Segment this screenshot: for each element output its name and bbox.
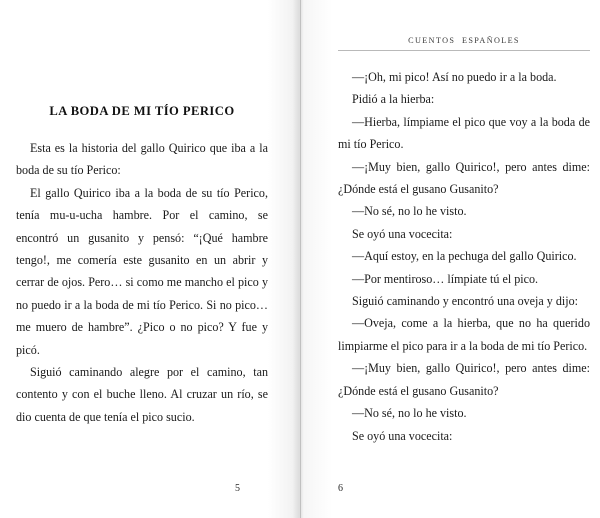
paragraph: —¡Oh, mi pico! Así no puedo ir a la boda. [352,70,557,84]
paragraph: El gallo Quirico iba a la boda de su tío Perico, tenía mu-u-ucha hambre. Por el camino, se encontró un gusanito y pensó: “¡Qué hambre tengo!, me comería este gusanito en un abrir y cerrar de ojos. Pero… si como me mancho el pico y no puedo ir a la boda de mi tío Perico. Si no pico… me muero de hambre”. ¿Pico o no pico? Y fue y picó. [16,185,268,357]
page-number-verso: 5 [235,483,240,494]
paragraph: —Por mentiroso… límpiate tú el pico. [352,271,539,286]
paragraph: —¡Muy bien, gallo Quirico!, pero antes dime: ¿Dónde está el gusano Gusanito? [338,159,590,197]
paragraph: Se oyó una vocecita: [352,428,453,443]
recto-body-text [338,58,590,447]
paragraph: —No sé, no lo he visto. [352,406,467,421]
chapter-title: LA BODA DE MI TÍO PERICO [49,104,235,118]
paragraph: Se oyó una vocecita: [352,226,453,241]
paragraph: —¡Muy bien, gallo Quirico!, pero antes dime: ¿Dónde está el gusano Gusanito? [338,361,590,398]
page-number-recto: 6 [338,483,343,494]
verso-body-text [16,119,268,428]
paragraph: Pidió a la hierba: [352,92,435,107]
running-head-label: CUENTOS ESPAÑOLES [408,36,520,45]
paragraph: —Aquí estoy, en la pechuga del gallo Quirico. [352,249,577,264]
running-head [338,36,590,58]
paragraph: —Oveja, come a la hierba, que no ha querido limpiarme el pico para ir a la boda de mi tío Perico. [338,316,590,353]
paragraph: —No sé, no lo he visto. [352,204,467,219]
paragraph: —Hierba, límpiame el pico que voy a la boda de mi tío Perico. [338,114,590,152]
paragraph: Siguió caminando y encontró una oveja y dijo: [352,294,579,309]
page-recto [300,0,600,518]
paragraph: Esta es la historia del gallo Quirico que iba a la boda de su tío Perico: [16,141,268,178]
paragraph: Siguió caminando alegre por el camino, tan contento y con el buche lleno. Al cruzar un río, se dio cuenta de que tenía el pico sucio. [16,365,268,424]
running-head-rule [338,50,590,51]
